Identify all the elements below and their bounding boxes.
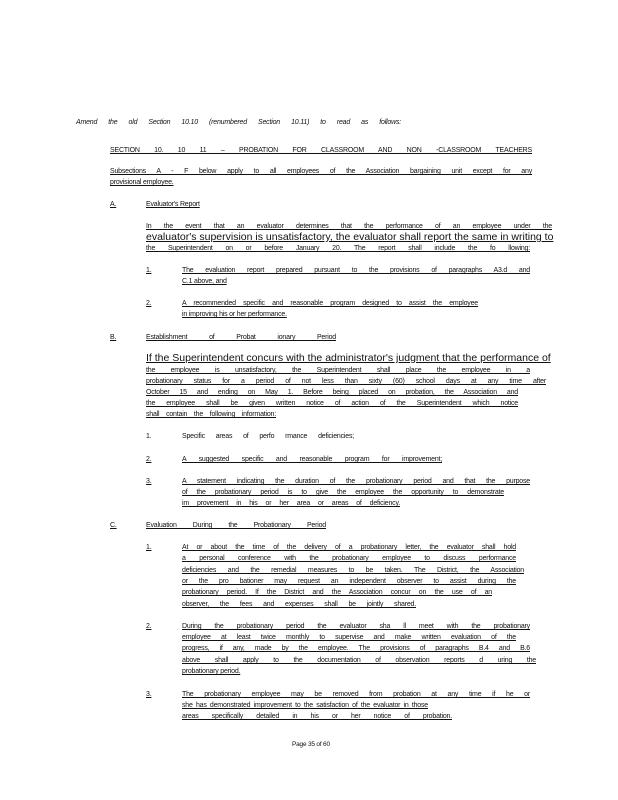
page-footer: Page 35 of 60	[292, 741, 330, 748]
c-item-3-line-2: she has demonstrated improvement to the satisfaction of the evaluator in those	[182, 702, 428, 709]
heading-c-title: Evaluation During the Probationary Period	[146, 522, 326, 529]
b-item-2-line-1: A suggested specific and reasonable program for improvement;	[182, 456, 442, 463]
a-item-2-line-2: in improving his or her performance.	[182, 311, 287, 318]
heading-a-title: Evaluator's Report	[146, 201, 200, 208]
a-item-2-line-1: A recommended specific and reasonable program designed to assist the employee	[182, 300, 478, 307]
c-item-1-num: 1.	[146, 544, 152, 551]
amendment-line: Amend the old Section 10.10 (renumbered Section 10.11) to read as follows:	[76, 119, 401, 126]
c-item-1-line-6: observer, the fees and expenses shall be jointly shared.	[182, 601, 416, 608]
intro-line-1: Subsections A - F below apply to all employees of the Association bargaining unit except for any	[110, 168, 532, 175]
c-item-2-line-3: progress, if any, made by the employee. The provisions of paragraphs B.4 and B.6	[182, 645, 530, 652]
b-item-1-line-1: Specific areas of perfo rmance deficiencies;	[182, 433, 354, 440]
a-item-1-line-1: The evaluation report prepared pursuant to the provisions of paragraphs A3.d and	[182, 267, 530, 274]
b-para-line-3: probationary status for a period of not less than sixty (60) school days at any time after	[146, 378, 546, 385]
b-item-2-num: 2.	[146, 456, 152, 463]
intro-line-2: provisional employee.	[110, 179, 174, 186]
a-para-line-2: evaluator's supervision is unsatisfactory, the evaluator shall report the same in writing to	[146, 231, 554, 243]
c-item-1-line-3: deficiencies and the remedial measures to be taken. The District, the Association	[182, 567, 524, 574]
c-item-2-line-5: probationary period.	[182, 668, 241, 675]
b-item-3-line-2: of the probationary period is to give the employee the opportunity to demonstrate	[182, 489, 504, 496]
b-para-line-2: the employee is unsatisfactory, the Superintendent shall place the employee in a	[146, 367, 530, 374]
heading-c-letter: C.	[110, 522, 117, 529]
b-para-line-5: the employee shall be given written notice of action of the Superintendent which notice	[146, 400, 518, 407]
c-item-2-line-1: During the probationary period the evaluator sha ll meet with the probationary	[182, 623, 530, 630]
b-para-line-6: shall contain the following information:	[146, 411, 276, 418]
section-title: SECTION 10. 10 11 – PROBATION FOR CLASSROOM AND NON -CLASSROOM TEACHERS	[110, 147, 532, 154]
c-item-3-num: 3.	[146, 691, 152, 698]
b-item-1-num: 1.	[146, 433, 152, 440]
c-item-2-line-2: employee at least twice monthly to supervise and make written evaluation of the	[182, 634, 516, 641]
b-item-3-num: 3.	[146, 478, 152, 485]
c-item-1-line-4: or the pro bationer may request an independent observer to assist during the	[182, 578, 516, 585]
c-item-1-line-5: probationary period. If the District and the Association concur on the use of an	[182, 589, 492, 596]
c-item-1-line-2: a personal conference with the probationary employee to discuss performance	[182, 555, 516, 562]
c-item-1-line-1: At or about the time of the delivery of a probationary letter, the evaluator shall hold	[182, 544, 516, 551]
a-item-2-num: 2.	[146, 300, 152, 307]
c-item-2-num: 2.	[146, 623, 152, 630]
a-para-line-1: In the event that an evaluator determines that the performance of an employee under the	[146, 223, 552, 230]
heading-b-title: Establishment of Probat ionary Period	[146, 334, 336, 341]
c-item-3-line-3: areas specifically detailed in his or her notice of probation.	[182, 713, 452, 720]
heading-a-letter: A.	[110, 201, 117, 208]
c-item-2-line-4: above shall apply to the documentation of observation reports d uring the	[182, 657, 536, 664]
a-item-1-line-2: C.1 above, and	[182, 278, 227, 285]
heading-b-letter: B.	[110, 334, 117, 341]
b-para-line-1: If the Superintendent concurs with the administrator's judgment that the performance of	[146, 352, 551, 364]
b-para-line-4: October 15 and ending on May 1. Before being placed on probation, the Association and	[146, 389, 518, 396]
c-item-3-line-1: The probationary employee may be removed from probation at any time if he or	[182, 691, 530, 698]
b-item-3-line-1: A statement indicating the duration of the probationary period and that the purpose	[182, 478, 530, 485]
a-para-line-3: the Superintendent on or before January 20. The report shall include the fo llowing:	[146, 245, 530, 252]
b-item-3-line-3: im provement in his or her area or areas of deficiency.	[182, 500, 400, 507]
a-item-1-num: 1.	[146, 267, 152, 274]
